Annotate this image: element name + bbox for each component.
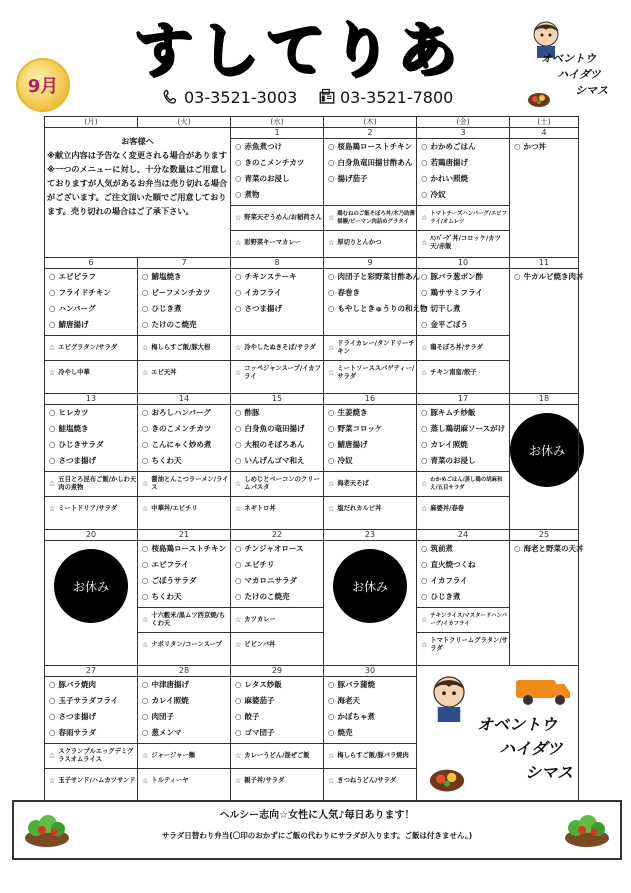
day-number: 27: [45, 666, 137, 677]
day-number: 9: [324, 258, 416, 269]
menu-item: ○ 鮭塩焼き: [45, 421, 137, 437]
menu-item: ○ 肉団子: [138, 709, 230, 725]
special-menu-item: ☆ 玉子サンド/ハムカツサンド: [45, 768, 137, 793]
special-menu-item: ☆ 冷やしたぬきそば/サラダ: [231, 335, 323, 360]
menu-item: ○ いんげんゴマ和え: [231, 453, 323, 469]
menu-item: ○ 切干し煮: [417, 301, 509, 317]
day-cell: [45, 530, 138, 666]
menu-item: ○ たけのこ焼売: [231, 589, 323, 605]
menu-items: [138, 405, 230, 471]
weekday-fri: (金): [417, 117, 510, 128]
mascot-logo: [523, 18, 623, 113]
menu-items: [324, 405, 416, 471]
special-menu-item: ☆ ミートドリア/サラダ: [45, 496, 137, 521]
logo-line-3: シマス: [575, 84, 608, 97]
menu-items: [417, 269, 509, 335]
menu-items: [417, 541, 509, 607]
menu-items: [45, 677, 137, 743]
menu-items: [510, 139, 578, 205]
day-number: 2: [324, 128, 416, 139]
special-menu-item: ☆ 鶏むねのご飯そぼろ丼/木乃助薄揚饅/ピーマン肉詰めグラタイ: [324, 205, 416, 230]
fax-contact: [318, 86, 453, 108]
menu-items: [138, 541, 230, 607]
day-cell: [324, 530, 417, 666]
menu-item: ○ さつま揚げ: [45, 453, 137, 469]
day-cell: [231, 258, 324, 394]
salad-footer: [12, 800, 622, 860]
menu-item: ○ チンジャオロース: [231, 541, 323, 557]
special-menu-item: ☆ ドライカレー/タンドリーチキン: [324, 335, 416, 360]
special-menu-item: ☆ エビ天丼: [138, 360, 230, 385]
day-cell: [510, 394, 579, 530]
menu-item: ○ 肉団子と彩野菜甘酢あん: [324, 269, 416, 285]
notice-line: ※献立内容は予告なく変更される場合があります: [47, 150, 227, 160]
day-cell: [45, 666, 138, 802]
menu-items: [45, 405, 137, 471]
special-menu-item: ☆ 梅しらすご飯/豚バラ焼肉: [324, 743, 416, 768]
footer-headline: ヘルシー志向☆女性に人気♪毎日あります！: [219, 810, 415, 821]
special-menu-item: ☆ 塩だれカルビ丼: [324, 496, 416, 521]
special-menu-item: ☆ 冷やし中華: [45, 360, 137, 385]
day-cell: [138, 394, 231, 530]
menu-item: ○ ひじき煮: [138, 301, 230, 317]
menu-item: ○ 麻婆茄子: [231, 693, 323, 709]
menu-item: ○ エビピラフ: [45, 269, 137, 285]
special-menu-item: ☆ わかめごはん/蒸し鶏の胡麻和え/五目サラダ: [417, 471, 509, 496]
day-number: 14: [138, 394, 230, 405]
day-cell: [324, 128, 417, 258]
day-number: 25: [510, 530, 578, 541]
menu-item: ○ イカフライ: [417, 573, 509, 589]
week-row: [45, 530, 579, 666]
phone-icon: [162, 88, 180, 106]
day-cell: [324, 258, 428, 394]
menu-item: ○ ビーフメンチカツ: [138, 285, 230, 301]
weekday-sat: (土): [510, 117, 579, 128]
menu-item: ○ さつま揚げ: [231, 301, 323, 317]
menu-item: ○ マカロニサラダ: [231, 573, 323, 589]
menu-item: ○ ハンバーグ: [45, 301, 137, 317]
menu-item: ○ 酢豚: [231, 405, 323, 421]
special-menu-item: ☆ コッペジャンスープ/イカフライ: [231, 360, 323, 385]
menu-item: ○ 鶏ササミフライ: [417, 285, 509, 301]
menu-item: ○ 豚バラ葱ポン酢: [417, 269, 509, 285]
week-row: [45, 128, 579, 258]
day-cell: [510, 258, 584, 394]
special-menu-item: ☆ チキン南蛮/餃子: [417, 360, 509, 385]
menu-items: [138, 269, 230, 335]
day-number: 20: [45, 530, 137, 541]
menu-item: ○ こんにゃく炒め煮: [138, 437, 230, 453]
menu-items: [138, 677, 230, 743]
day-number: 24: [417, 530, 509, 541]
day-cell: [138, 666, 231, 802]
day-cell: [417, 128, 510, 258]
special-menu-item: ☆ 中華丼/エビチリ: [138, 496, 230, 521]
menu-item: ○ 鯖唐揚げ: [324, 437, 416, 453]
phone-number: 03-3521-3003: [184, 87, 298, 107]
menu-items: [417, 139, 509, 205]
day-number: 3: [417, 128, 509, 139]
menu-items: [231, 405, 323, 471]
menu-item: ○ 煮物: [231, 187, 323, 203]
menu-item: ○ 餃子: [231, 709, 323, 725]
special-menu-item: ☆ しめじとベーコンのクリームパスタ: [231, 471, 323, 496]
menu-item: ○ チキンステーキ: [231, 269, 323, 285]
delivery-van-icon: [514, 674, 572, 706]
menu-item: ○ 若鶏唐揚げ: [417, 155, 509, 171]
logo-line: オベントウ: [477, 715, 558, 734]
menu-item: ○ 中津唐揚げ: [138, 677, 230, 693]
day-cell: [417, 394, 510, 530]
day-cell: [417, 258, 510, 394]
menu-items: [231, 677, 323, 743]
special-menu-item: ☆ トルティーヤ: [138, 768, 230, 793]
menu-item: ○ 玉子サラダフライ: [45, 693, 137, 709]
special-menu-item: ☆ ビビンバ丼: [231, 632, 323, 657]
menu-item: ○ ごぼうサラダ: [138, 573, 230, 589]
menu-item: ○ 鯖唐揚げ: [45, 317, 137, 333]
menu-item: ○ おろしハンバーグ: [138, 405, 230, 421]
menu-items: [510, 541, 584, 607]
closed-day-badge: お休み: [510, 413, 584, 487]
menu-item: ○ 直火焼つくね: [417, 557, 509, 573]
weekday-tue: (火): [138, 117, 231, 128]
menu-item: ○ 鯖塩焼き: [138, 269, 230, 285]
special-menu-item: ☆ エビグラタン/サラダ: [45, 335, 137, 360]
day-cell: [231, 128, 324, 258]
menu-item: ○ ちくわ天: [138, 453, 230, 469]
day-cell: [510, 128, 579, 258]
day-number: 30: [324, 666, 416, 677]
week-row: [45, 258, 579, 394]
menu-item: ○ もやしときゅうりの和え物: [324, 301, 416, 317]
special-menu-item: ☆ 梅しらすご飯/豚大根: [138, 335, 230, 360]
special-menu-item: ☆ ナポリタン/コーンスープ: [138, 632, 230, 657]
special-menu-item: ☆ トマトチーズハンバーグ/エビフライ/オムレツ: [417, 205, 509, 230]
menu-item: ○ カレイ照焼: [417, 437, 509, 453]
menu-item: ○ 焼売: [324, 725, 416, 741]
day-number: 22: [231, 530, 323, 541]
menu-item: ○ 豚バラ焼肉: [45, 677, 137, 693]
menu-item: ○ 野菜コロッケ: [324, 421, 416, 437]
day-cell: [45, 258, 138, 394]
menu-item: ○ きのこメンチカツ: [231, 155, 323, 171]
special-menu-item: ☆ トマトクリームグラタン/サラダ: [417, 632, 509, 657]
menu-item: ○ 豚バラ蒲焼: [324, 677, 416, 693]
bento-icon: [427, 765, 467, 793]
day-number: 1: [231, 128, 323, 139]
boy-mascot-icon: [425, 672, 473, 722]
day-cell: [138, 530, 231, 666]
weekday-header-row: [45, 117, 579, 128]
menu-item: ○ 赤魚煮つけ: [231, 139, 323, 155]
notice-line: ※一つのメニューに対し、十分な数量はご用意しておりますが人気があるお弁当は売り切れる場合がございます。ご注文頂いた順でご用意しております。売り切れの場合はご了承下さい。: [47, 164, 228, 216]
menu-item: ○ ゴマ団子: [231, 725, 323, 741]
special-menu-item: ☆ ネギトロ丼: [231, 496, 323, 521]
day-number: 10: [417, 258, 509, 269]
menu-item: ○ フライドチキン: [45, 285, 137, 301]
menu-calendar: [44, 116, 584, 802]
weekday-wed: (水): [231, 117, 324, 128]
menu-item: ○ 海老天: [324, 693, 416, 709]
menu-item: ○ わかめごはん: [417, 139, 509, 155]
menu-items: [45, 269, 137, 335]
menu-item: ○ きのこメンチカツ: [138, 421, 230, 437]
phone-contact: [162, 86, 297, 108]
logo-line-1: オベントウ: [541, 52, 596, 65]
menu-item: ○ エビチリ: [231, 557, 323, 573]
month-badge: 9月: [16, 58, 70, 112]
day-cell: [324, 666, 417, 802]
menu-item: ○ 白身魚竜田揚甘酢あん: [324, 155, 416, 171]
day-number: 29: [231, 666, 323, 677]
special-menu-item: ☆ 野菜天ぞうめん/お稲荷さん: [231, 205, 323, 230]
menu-item: ○ かぼちゃ煮: [324, 709, 416, 725]
day-cell: [231, 530, 324, 666]
special-menu-item: ☆ 厚切りとんかつ: [324, 230, 416, 255]
footer-note: サラダ日替わり弁当(〇印のおかずにご飯の代わりにサラダが入ります。ご飯は付きません。): [161, 831, 473, 840]
menu-item: ○ 青菜のお浸し: [231, 171, 323, 187]
day-number: 18: [510, 394, 578, 405]
day-number: 16: [324, 394, 416, 405]
menu-item: ○ レタス炒飯: [231, 677, 323, 693]
menu-item: ○ ちくわ天: [138, 589, 230, 605]
special-menu-item: ☆ 海老天そば: [324, 471, 416, 496]
menu-item: ○ 大根のそぼろあん: [231, 437, 323, 453]
menu-item: ○ 揚げ茄子: [324, 171, 416, 187]
special-menu-item: ☆ 麻婆丼/春巻: [417, 496, 509, 521]
menu-item: ○ 生姜焼き: [324, 405, 416, 421]
weekday-thu: (木): [324, 117, 417, 128]
logo-line-2: ハイダツ: [557, 68, 601, 81]
special-menu-item: ☆ ミートソーススパゲティー/サラダ: [324, 360, 416, 385]
day-number: 23: [324, 530, 416, 541]
menu-item: ○ たけのこ焼売: [138, 317, 230, 333]
menu-item: ○ 蒸し鶏胡麻ソースがけ: [417, 421, 509, 437]
menu-items: [324, 677, 416, 743]
menu-item: ○ かつ丼: [510, 139, 578, 155]
special-menu-item: ☆ きつねうどん/サラダ: [324, 768, 416, 793]
fax-icon: [318, 88, 336, 106]
day-number: 17: [417, 394, 509, 405]
notice-greeting: お客様へ: [121, 136, 154, 146]
menu-item: ○ 白身魚の竜田揚げ: [231, 421, 323, 437]
special-menu-item: ☆ チキンライス/マスタードハンバーグ/イカフライ: [417, 607, 509, 632]
special-menu-item: ☆ ﾊﾝﾊﾞｰｸﾞ丼/コロッケ/カツ天/赤飯: [417, 230, 509, 255]
menu-item: ○ カレイ照焼: [138, 693, 230, 709]
day-cell: [231, 666, 324, 802]
menu-items: [231, 269, 323, 335]
closed-day-badge: お休み: [54, 549, 128, 623]
menu-item: ○ かれい照焼: [417, 171, 509, 187]
menu-items: [231, 541, 323, 607]
notice-cell: [45, 128, 231, 258]
special-menu-item: ☆ 鶏そぼろ丼/サラダ: [417, 335, 509, 360]
day-number: 6: [45, 258, 137, 269]
menu-item: ○ 桜島鶏ローストチキン: [324, 139, 416, 155]
customer-notice: [45, 128, 230, 224]
special-menu-item: ☆ 醤油とんこつラーメン/ライス: [138, 471, 230, 496]
menu-items: [231, 139, 323, 205]
day-number: 28: [138, 666, 230, 677]
salad-icon: [562, 810, 612, 848]
menu-item: ○ 春雨サラダ: [45, 725, 137, 741]
week-row: [45, 666, 579, 802]
menu-item: ○ 牛カルビ焼き肉丼: [510, 269, 578, 285]
menu-items: [324, 269, 428, 335]
day-cell: [417, 530, 510, 666]
day-number: 7: [138, 258, 230, 269]
special-menu-item: ☆ 五目とろ昆布ご飯/かしわ天肉の煮物: [45, 471, 137, 496]
menu-item: ○ ヒレカツ: [45, 405, 137, 421]
menu-item: ○ イカフライ: [231, 285, 323, 301]
special-menu-item: ☆ カレーうどん/混ぜご飯: [231, 743, 323, 768]
special-menu-item: ☆ ジャージャー麺: [138, 743, 230, 768]
menu-item: ○ 春巻き: [324, 285, 416, 301]
menu-items: [324, 139, 416, 205]
day-number: 4: [510, 128, 578, 139]
day-number: 11: [510, 258, 578, 269]
menu-items: [417, 405, 509, 471]
menu-item: ○ ひじき煮: [417, 589, 509, 605]
day-cell: [45, 394, 138, 530]
special-menu-item: ☆ 彩野菜キーマカレー: [231, 230, 323, 255]
page-title: すしてりあ: [133, 16, 463, 86]
menu-item: ○ 冷奴: [417, 187, 509, 203]
week-row: [45, 394, 579, 530]
closed-day-badge: お休み: [333, 549, 407, 623]
menu-item: ○ 豚キムチ炒飯: [417, 405, 509, 421]
logo-line: ハイダツ: [499, 739, 563, 758]
header: [0, 0, 631, 115]
logo-cell: [417, 666, 579, 802]
day-cell: [510, 530, 584, 666]
menu-item: ○ エビフライ: [138, 557, 230, 573]
bento-icon: [527, 90, 551, 108]
menu-items: [510, 269, 584, 335]
fax-number: 03-3521-7800: [340, 87, 454, 107]
day-number: 15: [231, 394, 323, 405]
day-number: 21: [138, 530, 230, 541]
special-menu-item: ☆ スクランブルエッグデミグラスオムライス: [45, 743, 137, 768]
special-menu-item: ☆ 親子丼/サラダ: [231, 768, 323, 793]
logo-line: シマス: [525, 763, 574, 782]
menu-item: ○ 葱メンマ: [138, 725, 230, 741]
day-cell: [231, 394, 324, 530]
day-number: 8: [231, 258, 323, 269]
special-menu-item: ☆ 十六穀米/黒ムツ西京焼/ちくわ天: [138, 607, 230, 632]
menu-item: ○ 金平ごぼう: [417, 317, 509, 333]
menu-item: ○ 冷奴: [324, 453, 416, 469]
day-cell: [138, 258, 231, 394]
weekday-mon: (月): [45, 117, 138, 128]
day-number: 13: [45, 394, 137, 405]
menu-item: ○ 桜島鶏ローストチキン: [138, 541, 230, 557]
menu-item: ○ 海老と野菜の天丼: [510, 541, 578, 557]
menu-item: ○ ひじきサラダ: [45, 437, 137, 453]
menu-item: ○ 筑前煮: [417, 541, 509, 557]
menu-item: ○ 青菜のお浸し: [417, 453, 509, 469]
day-cell: [324, 394, 417, 530]
special-menu-item: ☆ カツカレー: [231, 607, 323, 632]
menu-item: ○ さつま揚げ: [45, 709, 137, 725]
